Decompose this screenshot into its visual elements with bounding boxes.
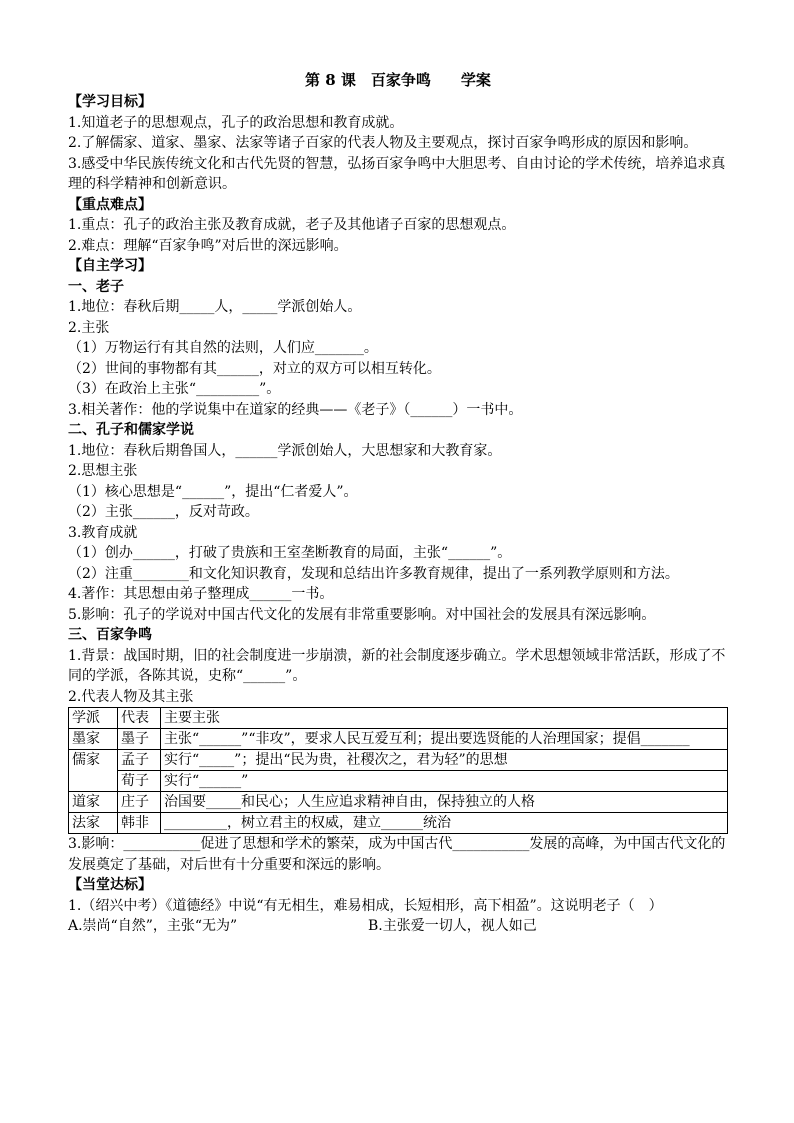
table-cell: 孟子 <box>118 750 161 771</box>
table-row <box>69 792 728 813</box>
table-row <box>69 729 728 750</box>
laozi-line: 1.地位：春秋后期_____人，_____学派创始人。 <box>68 299 362 315</box>
confucius-line: 5.影响：孔子的学说对中国古代文化的发展有非常重要影响。对中国社会的发展具有深远影响。 <box>68 606 656 623</box>
laozi-line: 2.主张 <box>68 319 110 336</box>
table-cell: 主张“______”“非攻”，要求人民互爱互利；提出要选贤能的人治理国家；提倡_______ <box>161 729 728 750</box>
confucius-line: 1.地位：春秋后期鲁国人，______学派创始人，大思想家和大教育家。 <box>68 442 502 459</box>
table-cell: 庄子 <box>118 792 161 813</box>
option-a: A.崇尚“自然”，主张“无为” <box>68 918 238 934</box>
hundred-schools-heading: 三、百家争鸣 <box>68 627 152 643</box>
confucius-line: 3.教育成就 <box>68 524 138 541</box>
table-cell: 儒家 <box>69 750 118 792</box>
table-row <box>69 771 728 792</box>
classwork-header: 【当堂达标】 <box>68 877 152 893</box>
question-item: 1.（绍兴中考）《道德经》中说“有无相生，难易相成，长短相形，高下相盈”。这说明老子（ ） <box>68 897 663 914</box>
key-point-item: 1.重点：孔子的政治主张及教育成就，老子及其他诸子百家的思想观点。 <box>68 217 516 233</box>
table-cell: _________，树立君主的权威，建立______统治 <box>161 813 728 834</box>
options-row <box>68 916 728 937</box>
objectives-header: 【学习目标】 <box>68 94 152 110</box>
table-cell: 治国要_____和民心；人生应追求精神自由，保持独立的人格 <box>161 792 728 813</box>
hundred-schools-line: 3.影响：___________促进了思想和学术的繁荣，成为中国古代___________发展的高峰，为中国古代文化的发展奠定了基础，对后世有十分重要和深远的影响。 <box>68 836 726 873</box>
confucius-line: （2）主张______，反对苛政。 <box>68 504 259 520</box>
table-row <box>69 813 728 834</box>
option-b: B.主张爱一切人，视人如己 <box>368 918 537 934</box>
confucius-heading: 二、孔子和儒家学说 <box>68 422 194 438</box>
laozi-heading: 一、老子 <box>68 278 124 295</box>
worksheet-page <box>68 70 728 937</box>
table-header-cell: 代表 <box>118 708 161 729</box>
table-cell: 墨子 <box>118 729 161 750</box>
table-row <box>69 750 728 771</box>
table-cell: 荀子 <box>118 771 161 792</box>
laozi-line: 3.相关著作：他的学说集中在道家的经典——《老子》（______）一书中。 <box>68 401 523 418</box>
objective-item: 2.了解儒家、道家、墨家、法家等诸子百家的代表人物及主要观点，探讨百家争鸣形成的原因和影响。 <box>68 135 698 151</box>
table-cell: 实行“_____”；提出“民为贵，社稷次之，君为轻”的思想 <box>161 750 728 771</box>
confucius-line: 2.思想主张 <box>68 463 138 479</box>
schools-table <box>68 707 728 834</box>
objective-item: 3.感受中华民族传统文化和古代先贤的智慧，弘扬百家争鸣中大胆思考、自由讨论的学术传统，培养追求真理的科学精神和创新意识。 <box>68 155 726 192</box>
laozi-line: （2）世间的事物都有其______，对立的双方可以相互转化。 <box>68 360 441 377</box>
hundred-schools-line: 2.代表人物及其主张 <box>68 688 194 705</box>
table-cell: 韩非 <box>118 813 161 834</box>
table-header-cell: 主要主张 <box>161 708 728 729</box>
confucius-line: （2）注重________和文化知识教育，发现和总结出许多教育规律，提出了一系列教学原则和方法。 <box>68 565 679 582</box>
confucius-line: 4.著作：其思想由弟子整理成______一书。 <box>68 586 334 602</box>
key-point-item: 2.难点：理解“百家争鸣”对后世的深远影响。 <box>68 237 348 254</box>
page-title: 第 8 课 百家争鸣 学案 <box>305 71 491 89</box>
confucius-line: （1）创办______，打破了贵族和王室垄断教育的局面，主张“______”。 <box>68 545 512 561</box>
confucius-line: （1）核心思想是“______”，提出“仁者爱人”。 <box>68 483 358 500</box>
hundred-schools-line: 1.背景：战国时期，旧的社会制度进一步崩溃，新的社会制度逐步确立。学术思想领域非常活跃，形成了不同的学派，各陈其说，史称“______”。 <box>68 647 726 684</box>
laozi-line: （3）在政治上主张“_________”。 <box>68 381 281 397</box>
table-header-cell: 学派 <box>69 708 118 729</box>
self-study-header: 【自主学习】 <box>68 258 152 274</box>
table-cell: 法家 <box>69 813 118 834</box>
table-header-row <box>69 708 728 729</box>
laozi-line: （1）万物运行有其自然的法则，人们应_______。 <box>68 340 378 356</box>
table-cell: 实行“______” <box>161 771 728 792</box>
table-cell: 墨家 <box>69 729 118 750</box>
table-cell: 道家 <box>69 792 118 813</box>
key-points-header: 【重点难点】 <box>68 196 152 213</box>
objective-item: 1.知道老子的思想观点，孔子的政治思想和教育成就。 <box>68 114 404 131</box>
